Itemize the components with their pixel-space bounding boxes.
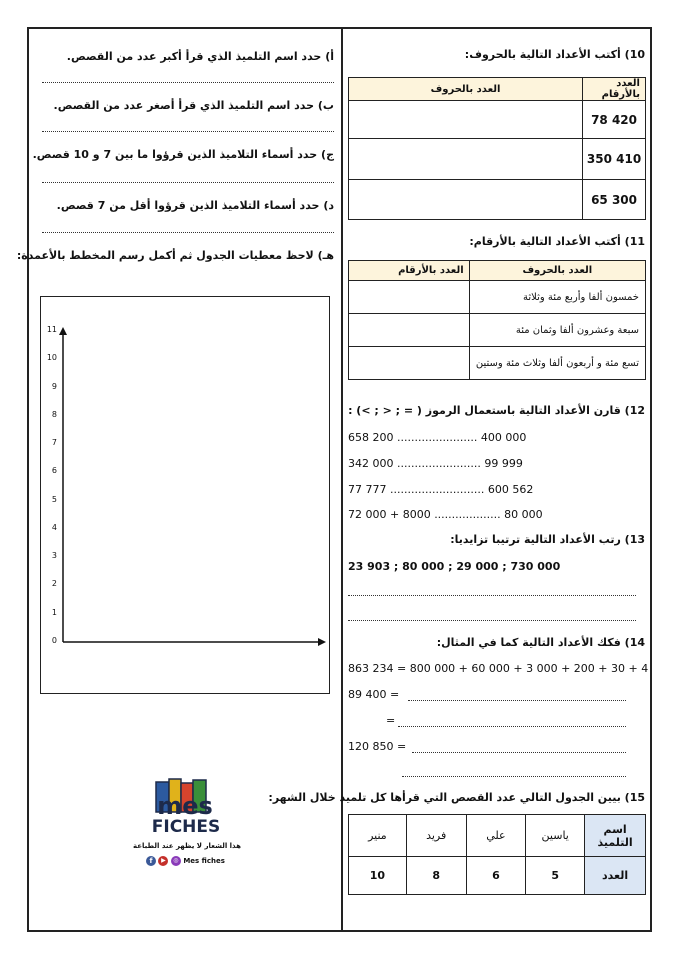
bar-chart-frame (40, 296, 330, 694)
q14-number-1: 89 400 = (348, 688, 400, 701)
answer-line-c[interactable] (42, 182, 334, 183)
answer-line-b[interactable] (42, 131, 334, 132)
q15-count: 10 (349, 857, 407, 895)
answer-line-a[interactable] (42, 82, 334, 83)
y-tick-label: 5 (51, 494, 57, 504)
q15-count: 6 (466, 857, 526, 895)
logo-social-name: Mes fiches (183, 857, 225, 865)
q13-answer-line[interactable] (348, 595, 636, 596)
q14-title: 14) فكك الأعداد التالية كما في المثال: (436, 636, 645, 649)
q11-words: تسع مئة و أربعون ألفا وثلاث مئة وستين (469, 347, 645, 380)
q14-answer-line[interactable] (408, 700, 626, 701)
q12-title: 12) قارن الأعداد التالية باستعمال الرموز ( = ; < ; >) : (348, 404, 645, 417)
y-tick-label: 2 (51, 579, 57, 589)
q10-answer-cell[interactable] (349, 180, 583, 220)
instagram-icon[interactable]: ◎ (171, 856, 181, 866)
q14-answer-line[interactable] (398, 726, 626, 727)
logo-word-mes: mes (157, 792, 213, 820)
question-a: أ) حدد اسم التلميذ الذي قرأ أكبر عدد من القصص. (66, 50, 334, 63)
q11-words: سبعة وعشرون ألفا وثمان مئة (469, 314, 645, 347)
y-tick-label: 8 (51, 409, 57, 419)
q11-answer-cell[interactable] (349, 314, 470, 347)
y-tick-label: 3 (51, 551, 57, 561)
q15-title: 15) بيين الجدول التالي عدد القصص التي قرأها كل تلميذ خلال الشهر: (268, 791, 645, 804)
q10-number: 65 300 (583, 180, 646, 220)
q14-number-2: 120 850 = (348, 740, 407, 753)
q15-count: 5 (526, 857, 585, 895)
y-tick-label: 10 (46, 353, 57, 363)
q10-number: 78 420 (583, 101, 646, 139)
q10-header-digits: العدد بالأرقام (583, 78, 646, 101)
youtube-icon[interactable]: ▶ (158, 856, 168, 866)
q14-equals: = (386, 714, 396, 727)
question-d: د) حدد أسماء التلاميذ الذين قرؤوا أقل من 7 قصص. (56, 199, 334, 212)
q13-numbers: 23 903 ; 80 000 ; 29 000 ; 730 000 (348, 560, 561, 573)
q15-student-name: علي (466, 815, 526, 857)
q15-table (348, 814, 646, 895)
q10-title: 10) أكتب الأعداد التالية بالحروف: (464, 48, 645, 61)
q11-words: خمسون ألفا وأربع مئة وثلاثة (469, 281, 645, 314)
q13-title: 13) رتب الأعداد التالية ترتيبا تزايديا: (450, 533, 645, 546)
logo-social-row (146, 856, 266, 866)
q15-count: 8 (406, 857, 466, 895)
q15-student-name: منير (349, 815, 407, 857)
q15-header-name: اسم التلميذ (585, 815, 646, 857)
q11-answer-cell[interactable] (349, 281, 470, 314)
q11-header-words: العدد بالحروف (469, 261, 645, 281)
q11-answer-cell[interactable] (349, 347, 470, 380)
q14-example: 863 234 = 800 000 + 60 000 + 3 000 + 200 + 30 + 4 (348, 662, 649, 675)
y-tick-label: 4 (51, 522, 57, 532)
answer-line-d[interactable] (42, 232, 334, 233)
q10-answer-cell[interactable] (349, 101, 583, 139)
q15-student-name: ياسين (526, 815, 585, 857)
facebook-icon[interactable]: f (146, 856, 156, 866)
q15-student-name: فريد (406, 815, 466, 857)
q10-table (348, 77, 646, 220)
q12-line[interactable]: 77 777 ........................... 600 562 (348, 483, 534, 496)
q12-line[interactable]: 658 200 ....................... 400 000 (348, 431, 527, 444)
question-h: هـ) لاحظ معطيات الجدول ثم أكمل رسم المخطط بالأعمدة: (16, 249, 334, 262)
q15-header-count: العدد (585, 857, 646, 895)
q10-header-words: العدد بالحروف (349, 78, 583, 101)
q11-table (348, 260, 646, 380)
y-tick-label: 9 (51, 381, 57, 391)
q11-header-digits: العدد بالأرقام (349, 261, 470, 281)
y-tick-label: 7 (51, 438, 57, 448)
q11-title: 11) أكتب الأعداد التالية بالأرقام: (469, 235, 645, 248)
q12-line[interactable]: 72 000 + 8000 ................... 80 000 (348, 508, 543, 521)
bar-chart-axes (41, 297, 328, 692)
q14-answer-line[interactable] (402, 776, 626, 777)
q14-answer-line[interactable] (412, 752, 626, 753)
y-tick-label: 6 (51, 466, 57, 476)
y-tick-label: 11 (46, 325, 57, 334)
q12-line[interactable]: 342 000 ........................ 99 999 (348, 457, 523, 470)
q10-number: 350 410 (583, 139, 646, 180)
q13-answer-line[interactable] (348, 620, 636, 621)
y-tick-label: 0 (51, 636, 57, 645)
question-c: ج) حدد أسماء التلاميذ الذين قرؤوا ما بين 7 و 10 قصص. (32, 148, 334, 161)
logo-word-fiches: FICHES (151, 817, 221, 837)
x-axis-arrow (318, 638, 326, 646)
q10-answer-cell[interactable] (349, 139, 583, 180)
logo-caption: هذا الشعار لا يظهر عند الطباعة (133, 842, 241, 850)
y-axis-arrow (59, 327, 67, 335)
question-b: ب) حدد اسم التلميذ الذي قرأ أصغر عدد من القصص. (53, 99, 334, 112)
y-tick-label: 1 (51, 607, 57, 617)
